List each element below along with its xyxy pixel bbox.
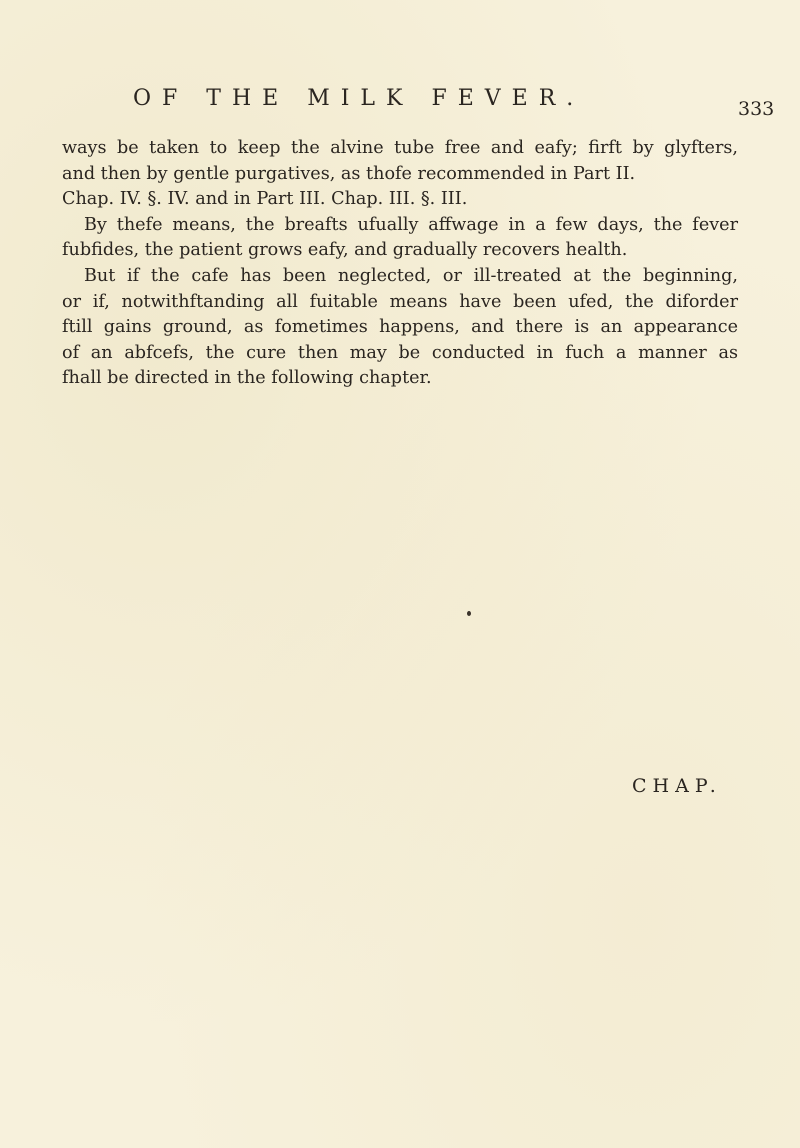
running-title: OF THE MILK FEVER. [133,86,585,111]
text-line: or if, notwithftanding all fuitable means have been ufed, the diforder [62,291,738,312]
text-line: ways be taken to keep the alvine tube free and eafy; firft by glyfters, [62,138,738,158]
paragraph-start-line: But if the cafe has been neglected, or ill-treated at the beginning, [84,265,738,286]
ink-speck [467,611,471,616]
text-line: Chap. IV. §. IV. and in Part III. Chap. III. §. III. [62,189,468,210]
text-line: and then by gentle purgatives, as thofe recommended in Part II. [62,163,636,184]
catchword: CHAP. [632,775,722,797]
body-text [62,136,738,392]
page-number: 333 [738,98,775,120]
paragraph-start-line: By thefe means, the breafts ufually affwage in a few days, the fever [84,214,738,235]
text-line: of an abfcefs, the cure then may be conducted in fuch a manner as [62,342,738,363]
text-line: fhall be directed in the following chapter. [62,368,432,389]
text-line: fubfides, the patient grows eafy, and gradually recovers health. [62,240,628,261]
text-line: ftill gains ground, as fometimes happens, and there is an appearance [62,317,738,338]
